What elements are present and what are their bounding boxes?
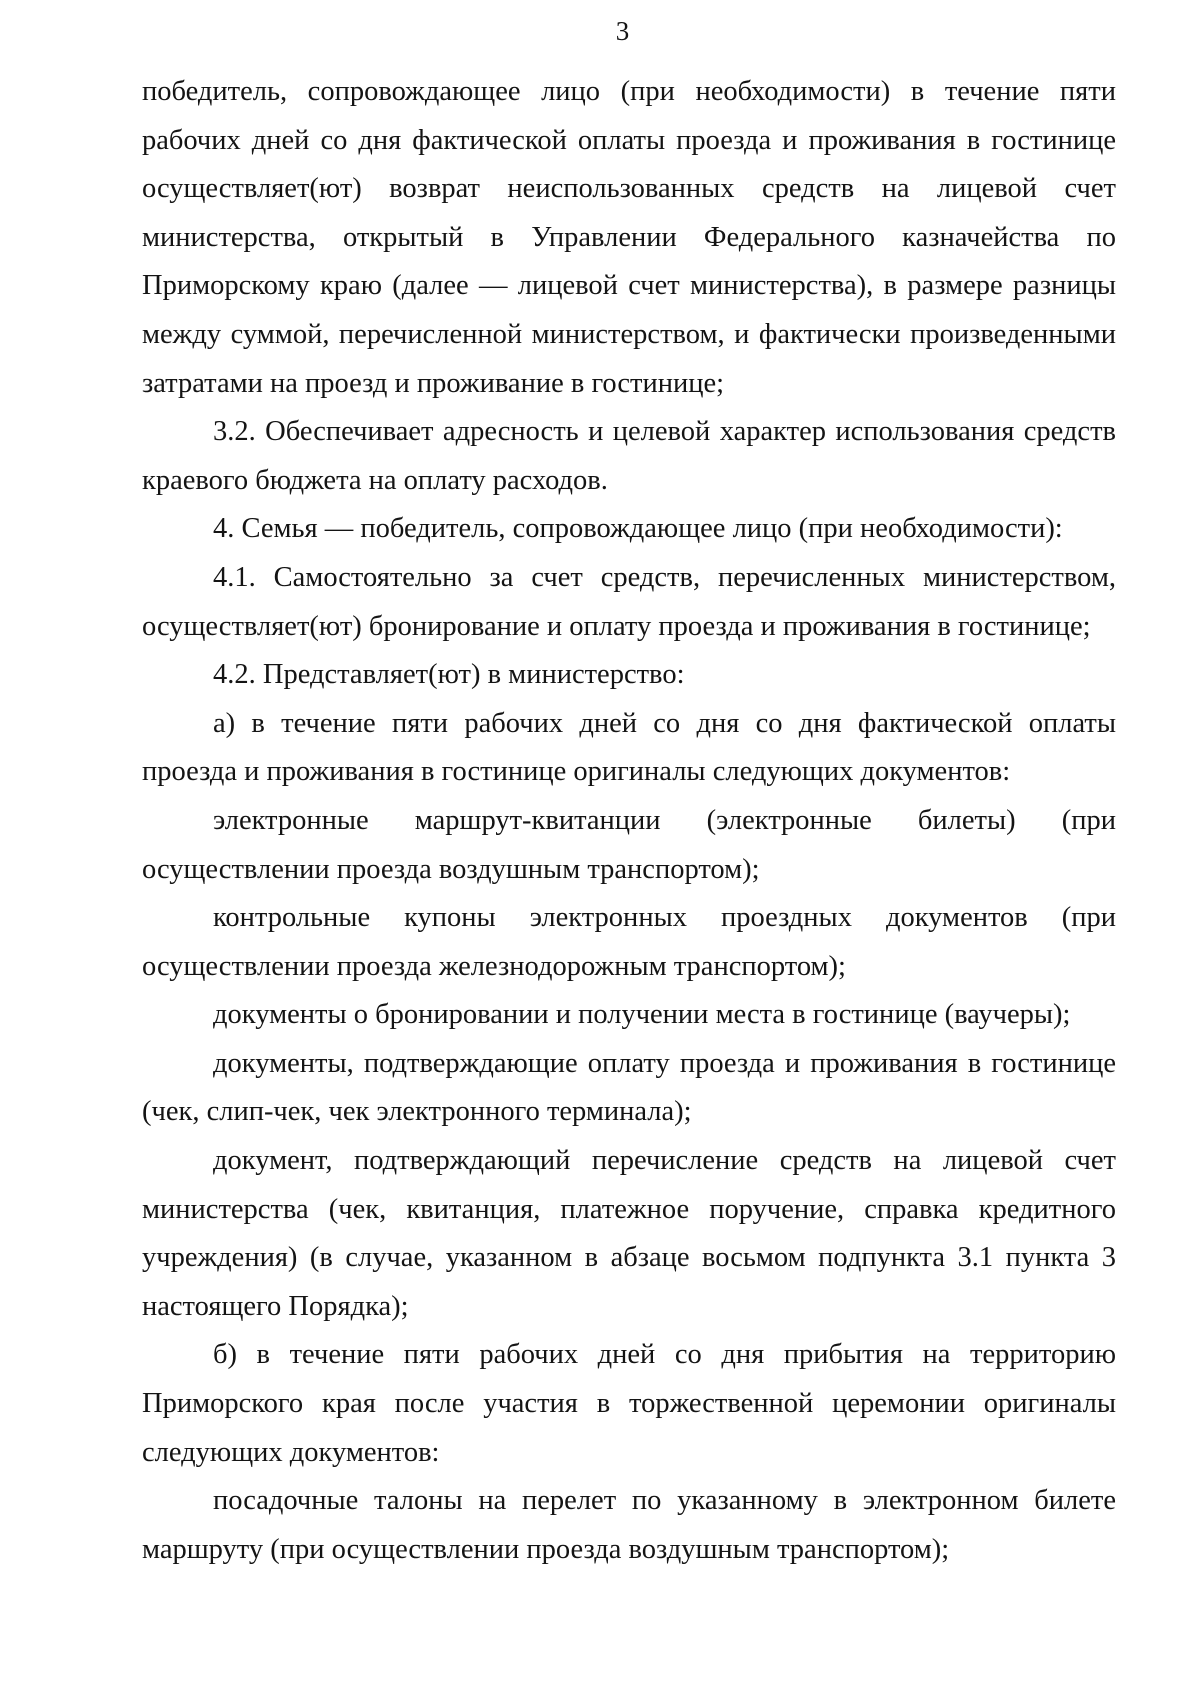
paragraph-4-2: 4.2. Представляет(ют) в министерство:: [213, 659, 685, 691]
paragraph-4-1: 4.1. Самостоятельно за счет средств, перечисленных министерством, осуществляет(ют) бронирование и оплату проезда и проживания в гостинице;: [142, 561, 1116, 642]
list-item-hotel-vouchers: документы о бронировании и получении места в гостинице (ваучеры);: [213, 999, 1071, 1031]
paragraph-4: 4. Семья — победитель, сопровождающее лицо (при необходимости):: [213, 513, 1063, 545]
document-body: [142, 68, 1116, 1574]
list-item-transfer-confirmation: документ, подтверждающий перечисление средств на лицевой счет министерства (чек, квитанция, платежное поручение, справка кредитного учреждения) (в случае, указанном в абзаце восьмом подпункта 3.1 пункта 3 настоящего Порядка);: [142, 1145, 1116, 1322]
list-item-boarding-passes: посадочные талоны на перелет по указанному в электронном билете маршруту (при осуществлении проезда воздушным транспортом);: [142, 1485, 1116, 1565]
list-item-payment-documents: документы, подтверждающие оплату проезда и проживания в гостинице (чек, слип-чек, чек электронного терминала);: [142, 1047, 1116, 1128]
paragraph-4-2-b: б) в течение пяти рабочих дней со дня прибытия на территорию Приморского края после участия в торжественной церемонии оригиналы следующих документов:: [142, 1339, 1116, 1468]
list-item-rail-coupons: контрольные купоны электронных проездных документов (при осуществлении проезда железнодорожным транспортом);: [142, 902, 1116, 982]
page-number: 3: [615, 16, 630, 46]
paragraph-3-2: 3.2. Обеспечивает адресность и целевой характер использования средств краевого бюджета на оплату расходов.: [142, 416, 1116, 496]
paragraph-refund-obligation: победитель, сопровождающее лицо (при необходимости) в течение пяти рабочих дней со дня фактической оплаты проезда и проживания в гостинице осуществляет(ют) возврат неиспользованных средств на лицевой счет министерства, открытый в Управлении Федерального казначейства по Приморскому краю (далее — лицевой счет министерства), в размере разницы между суммой, перечисленной министерством, и фактически произведенными затратами на проезд и проживание в гостинице;: [142, 76, 1116, 399]
list-item-air-tickets: электронные маршрут-квитанции (электронные билеты) (при осуществлении проезда воздушным транспортом);: [142, 804, 1116, 885]
paragraph-4-2-a: а) в течение пяти рабочих дней со дня со дня фактической оплаты проезда и проживания в гостинице оригиналы следующих документов:: [142, 707, 1116, 788]
